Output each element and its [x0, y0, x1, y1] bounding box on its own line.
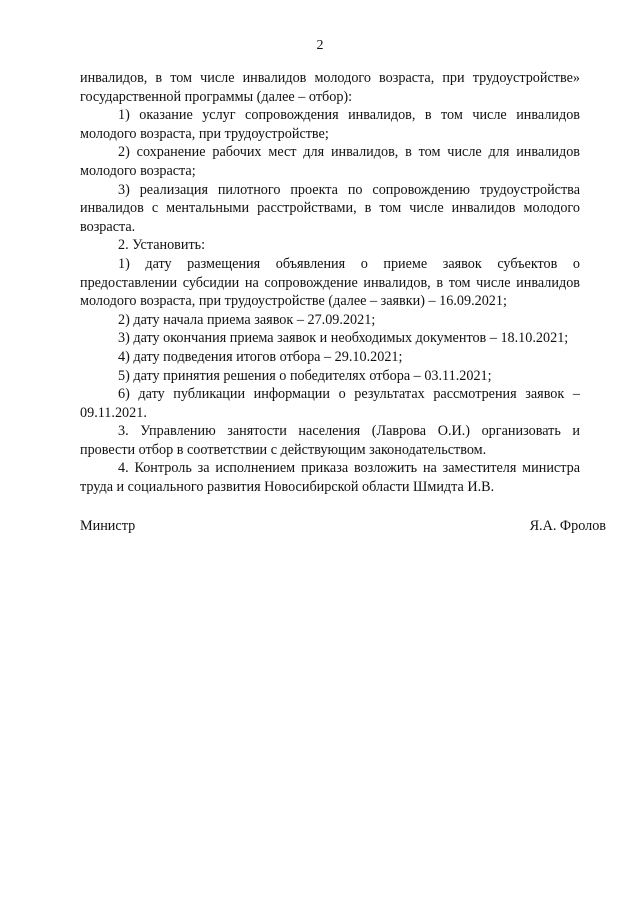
signature-title: Министр: [80, 518, 136, 534]
paragraph-date-5: 5) дату принятия решения о победителях отбора – 03.11.2021;: [118, 367, 492, 384]
paragraph-date-6: 6) дату публикации информации о результатах рассмотрения заявок – 09.11.2021.: [80, 386, 580, 421]
signature-name: Я.А. Фролов: [529, 518, 606, 534]
signature-block: [80, 517, 606, 536]
page-number: 2: [316, 38, 324, 53]
paragraph-item-2: 2) сохранение рабочих мест для инвалидов, в том числе для инвалидов молодого возраста;: [80, 144, 580, 179]
paragraph-item-1: 1) оказание услуг сопровождения инвалидов, в том числе инвалидов молодого возраста, при трудоустройстве;: [80, 107, 580, 142]
paragraph-date-4: 4) дату подведения итогов отбора – 29.10.2021;: [118, 348, 403, 365]
document-body: [80, 69, 580, 497]
paragraph-continuation: инвалидов, в том числе инвалидов молодого возраста, при трудоустройстве» государственной программы (далее – отбор):: [80, 70, 580, 105]
paragraph-section-4: 4. Контроль за исполнением приказа возложить на заместителя министра труда и социального развития Новосибирской области Шмидта И.В.: [80, 460, 580, 496]
paragraph-date-2: 2) дату начала приема заявок – 27.09.2021;: [118, 311, 376, 328]
paragraph-item-3: 3) реализация пилотного проекта по сопровождению трудоустройства инвалидов с ментальными расстройствами, в том числе инвалидов молодого возраста.: [80, 181, 580, 235]
paragraph-section-3: 3. Управлению занятости населения (Лаврова О.И.) организовать и провести отбор в соответствии с действующим законодательством.: [80, 423, 580, 458]
paragraph-date-3: 3) дату окончания приема заявок и необходимых документов – 18.10.2021;: [118, 330, 569, 347]
paragraph-date-1: 1) дату размещения объявления о приеме заявок субъектов о предоставлении субсидии на сопровождение инвалидов, в том числе инвалидов молодого возраста, при трудоустройстве (далее – заявки) – 16.09.2021;: [80, 255, 580, 310]
paragraph-section-2: 2. Установить:: [118, 237, 206, 254]
